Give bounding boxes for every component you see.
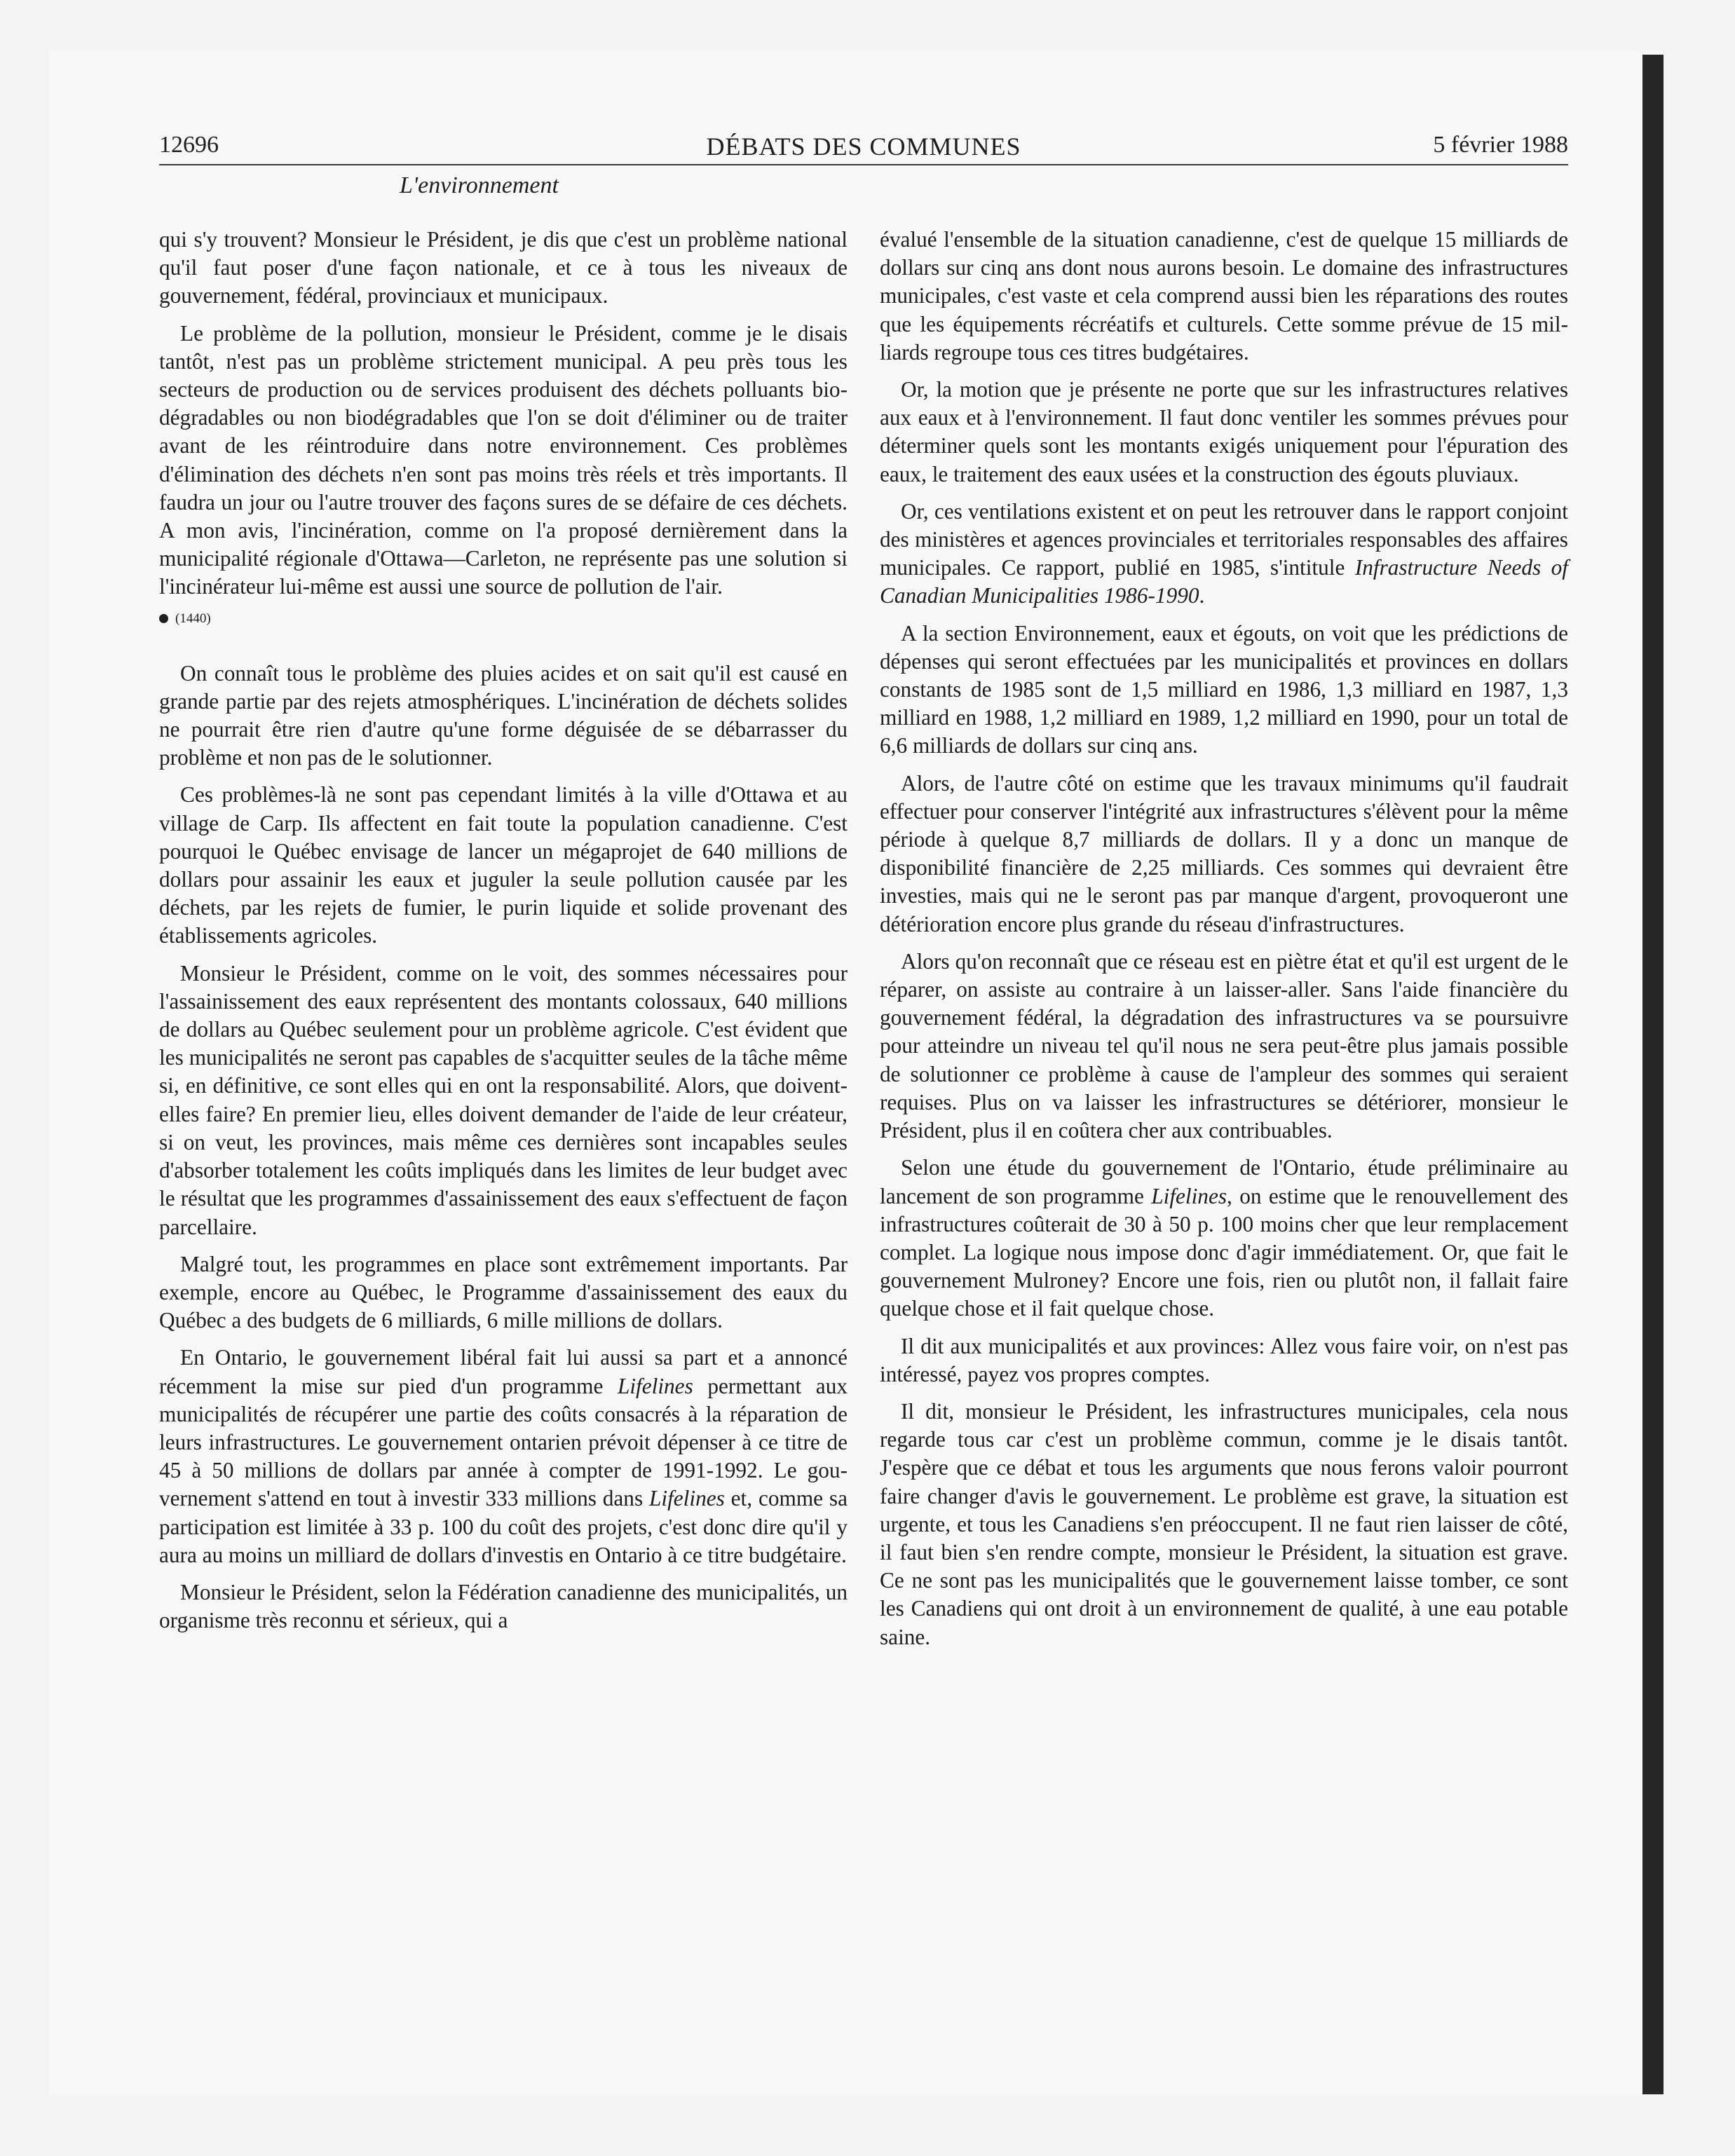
paragraph-text: , on estime que le renouvellement des infrastructures coûterait de 30 à 50 p. 100 moins cher que leur remplacement complet. La logique nous impose donc d'agir immédiatement. Or, que fait le gouvernement Mulroney? Encore une fois, rien ou plutôt non, il fallait faire quelque chose et il fait quelque chose. bbox=[880, 1183, 1569, 1321]
scan-binding-edge bbox=[1642, 55, 1663, 2094]
paragraph bbox=[159, 1344, 848, 1569]
paragraph-text: Or, ces ventilations existent et on peut les retrouver dans le rapport conjoint des ministères et agences provinciales et territoriales responsables des affaires municipales. Ce rapport, publié en 1985, s'intitule bbox=[880, 498, 1568, 580]
page-number: 12696 bbox=[159, 132, 219, 158]
paragraph-text: et, comme sa participation est limitée à 33 p. 100 du coût des projets, c'est donc dire qu'il y aura au moins un milliard de dollars d'investis en Ontario à ce titre budgétaire. bbox=[159, 1486, 848, 1567]
paragraph: qui s'y trouvent? Monsieur le Président, je dis que c'est un problème national qu'il faut poser d'une façon nationale, et ce à tous les niveaux de gouvernement, fédéral, provinciaux et municipaux. bbox=[159, 227, 848, 308]
paragraph bbox=[880, 498, 1568, 610]
paragraph: On connaît tous le problème des pluies acides et on sait qu'il est causé en grande partie par des rejets atmosphériques. L'incinération de déchets solides ne pourrait être rien d'autre qu'une forme déguisée de se débarrasser du problème et non pas de le solutionner. bbox=[159, 660, 848, 770]
right-column bbox=[880, 226, 1568, 1660]
paragraph-text: En Ontario, le gouvernement libéral fait lui aussi sa part et a annoncé récemment la mise sur pied d'un programme bbox=[159, 1345, 848, 1398]
header-rule bbox=[159, 164, 1568, 165]
program-name: Lifelines bbox=[617, 1373, 693, 1398]
journal-title: DÉBATS DES COMMUNES bbox=[706, 132, 1021, 161]
paragraph: Alors qu'on reconnaît que ce réseau est en piètre état et qu'il est urgent de le réparer, on assiste au contraire à un laisser-aller. Sans l'aide financière du gouvernement fédéral, la dégradation des infrastructures va se poursuivre pour atteindre un niveau tel qu'il nous ne sera peut-être plus jamais possible de solutionner ce problème à cause de l'ampleur des sommes qui seraient requises. Plus on va laisser les infrastructures se détériorer, monsieur le Président, plus il en coûtera cher aux contribuables. bbox=[880, 948, 1568, 1143]
timestamp-marker bbox=[159, 610, 848, 627]
paragraph: Le problème de la pollution, monsieur le Président, comme je le disais tantôt, n'est pas un problème strictement municipal. A peu près tous les secteurs de production ou de services produisent des déchets polluants bio-dégradables ou non biodégradables que l'on se doit d'éliminer ou de traiter avant de les réintroduire dans notre environnement. Ces problèmes d'élimination des déchets n'en sont pas moins très réels et très importants. Il faudra un jour ou l'autre trouver des façons sures de se défaire de ces déchets. A mon avis, l'incinération, comme on l'a proposé dernièrement dans la municipalité régionale d'Ottawa—Carleton, ne représente pas une solution si l'incinérateur lui-même est aussi une source de pollution de l'air. bbox=[159, 320, 848, 599]
paragraph: Malgré tout, les programmes en place sont extrêmement importants. Par exemple, encore au Québec, le Programme d'assainissement des eaux du Québec a des budgets de 6 milliards, 6 mille millions de dollars. bbox=[159, 1251, 848, 1333]
paragraph-text: permettant aux municipalités de récupérer une partie des coûts consacrés à la réparation de leurs infrastructures. Le gouvernement ontarien prévoit dépenser à ce titre de 45 à 50 millions de dollars par année à compter de 1991-1992. Le gouvernement s'attend en tout à investir 333 millions dans bbox=[159, 1373, 848, 1511]
paragraph: A la section Environnement, eaux et égouts, on voit que les prédictions de dépenses qui seront effectuées par les municipalités et provinces en dollars constants de 1985 sont de 1,5 milliard en 1986, 1,3 milliard en 1987, 1,3 milliard en 1988, 1,2 milliard en 1989, 1,2 milliard en 1990, pour un total de 6,6 milliards de dollars sur cinq ans. bbox=[880, 620, 1568, 758]
report-title: Infrastructure Needs of Canadian Municipalities 1986-1990 bbox=[880, 555, 1568, 608]
paragraph: Monsieur le Président, comme on le voit, des sommes nécessaires pour l'assainissement des eaux représentent des montants colossaux, 640 millions de dollars au Québec seulement pour un problème agricole. C'est évident que les municipalités ne seront pas capables de s'acquitter seules de la tâche même si, en définitive, ce sont elles qui en ont la responsabilité. Alors, que doivent-elles faire? En premier lieu, elles doivent demander de l'aide de leur créateur, si on veut, les provinces, mais même ces dernières sont incapables seules d'absorber totalement les coûts impliqués dans les limites de leur budget avec le résultat que les programmes d'assainissement des eaux s'effectuent de façon parcellaire. bbox=[159, 960, 848, 1239]
paragraph: Ces problèmes-là ne sont pas cependant limités à la ville d'Ottawa et au village de Carp. Ils affectent en fait toute la population canadienne. C'est pourquoi le Québec envisage de lancer un mégaprojet de 640 millions de dollars pour assainir les eaux et juguler la seule pollution causée par les déchets, par les rejets de fumier, le purin liquide et solide provenant des établissements agricoles. bbox=[159, 782, 848, 948]
timestamp-text: (1440) bbox=[175, 610, 211, 626]
paragraph: Monsieur le Président, selon la Fédération canadienne des municipalités, un organisme très reconnu et sérieux, qui a bbox=[159, 1579, 848, 1633]
paragraph-text: Selon une étude du gouvernement de l'Ontario, étude préliminaire au lancement de son programme bbox=[880, 1155, 1568, 1208]
left-column bbox=[159, 226, 848, 1644]
program-name: Lifelines bbox=[649, 1486, 725, 1511]
program-name: Lifelines bbox=[1151, 1183, 1227, 1208]
paragraph: Alors, de l'autre côté on estime que les travaux minimums qu'il faudrait effectuer pour conserver l'intégrité aux infrastructures s'élèvent pour la même période à quelque 8,7 milliards de dollars. Il y a donc un manque de disponibilité financière de 2,25 milliards. Ces sommes qui devraient être investies, mais qui ne le seront pas par manque d'argent, provoqueront une détérioration encore plus grande du réseau d'infrastructures. bbox=[880, 770, 1568, 936]
paragraph: évalué l'ensemble de la situation canadienne, c'est de quelque 15 milliards de dollars sur cinq ans dont nous aurons besoin. Le domaine des infrastructures municipales, c'est vaste et cela comprend aussi bien les réparations des routes que les équipements récréatifs et culturels. Cette somme prévue de 15 milliards regroupe tous ces titres budgétaires. bbox=[880, 227, 1568, 364]
paragraph: Il dit aux municipalités et aux provinces: Allez vous faire voir, on n'est pas intéressé, payez vos propres comptes. bbox=[880, 1333, 1568, 1386]
running-header bbox=[159, 126, 1568, 168]
paragraph bbox=[880, 1154, 1568, 1323]
bullet-icon bbox=[159, 614, 168, 623]
paragraph: Or, la motion que je présente ne porte que sur les infrastructures relatives aux eaux et à l'environnement. Il faut donc ventiler les sommes prévues pour déterminer quels sont les montants exigés uniquement pour l'épuration des eaux, le traitement des eaux usées et la construction des égouts pluviaux. bbox=[880, 377, 1568, 486]
page-date: 5 février 1988 bbox=[1433, 132, 1568, 158]
paragraph: Il dit, monsieur le Président, les infrastructures municipales, cela nous regarde tous car c'est un problème commun, comme je le disais tantôt. J'espère que ce débat et tous les arguments que nous ferons valoir pourront faire changer d'avis le gouvernement. Le problème est grave, la situation est urgente, et tous les Canadiens s'en préoccupent. Il ne faut rien laisser de côté, il faut bien s'en rendre compte, monsieur le Président, la situation est grave. Ce ne sont pas les municipalités que le gouvernement laisse tomber, ce sont les Canadiens qui ont droit à un environnement de qualité, à une eau potable saine. bbox=[880, 1398, 1568, 1649]
section-title: L'environnement bbox=[400, 172, 559, 198]
paragraph-text: . bbox=[1199, 583, 1205, 608]
